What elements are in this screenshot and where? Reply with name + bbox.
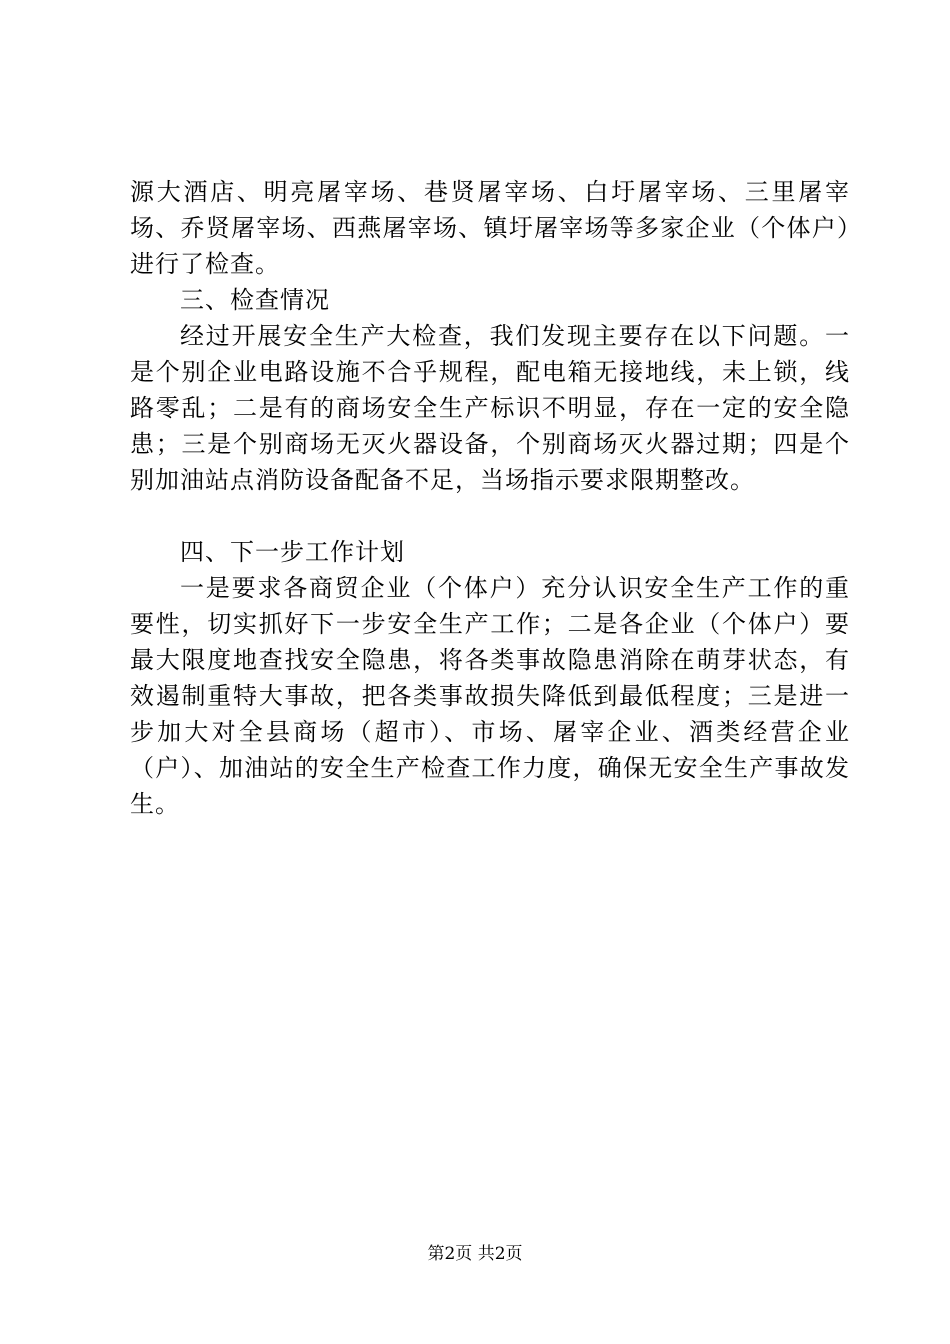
section-heading-next-steps: 四、下一步工作计划 <box>180 538 405 566</box>
paragraph-continued-inspection-list: 源大酒店、明亮屠宰场、巷贤屠宰场、白圩屠宰场、三里屠宰场、乔贤屠宰场、西燕屠宰场、镇圩屠宰场等多家企业（个体户）进行了检查。 <box>130 178 850 278</box>
paragraph-work-plan: 一是要求各商贸企业（个体户）充分认识安全生产工作的重要性，切实抓好下一步安全生产工作；二是各企业（个体户）要最大限度地查找安全隐患，将各类事故隐患消除在萌芽状态，有效遏制重特大事故，把各类事故损失降低到最低程度；三是进一步加大对全县商场（超市）、市场、屠宰企业、酒类经营企业（户）、加油站的安全生产检查工作力度，确保无安全生产事故发生。 <box>130 574 850 818</box>
section-heading-inspection-status: 三、检查情况 <box>180 286 330 314</box>
document-body <box>130 174 850 822</box>
paragraph-inspection-findings: 经过开展安全生产大检查，我们发现主要存在以下问题。一是个别企业电路设施不合乎规程，配电箱无接地线，未上锁，线路零乱；二是有的商场安全生产标识不明显，存在一定的安全隐患；三是个别商场无灭火器设备，个别商场灭火器过期；四是个别加油站点消防设备配备不足，当场指示要求限期整改。 <box>130 322 850 494</box>
page-number-footer: 第2页 共2页 <box>427 1244 523 1264</box>
